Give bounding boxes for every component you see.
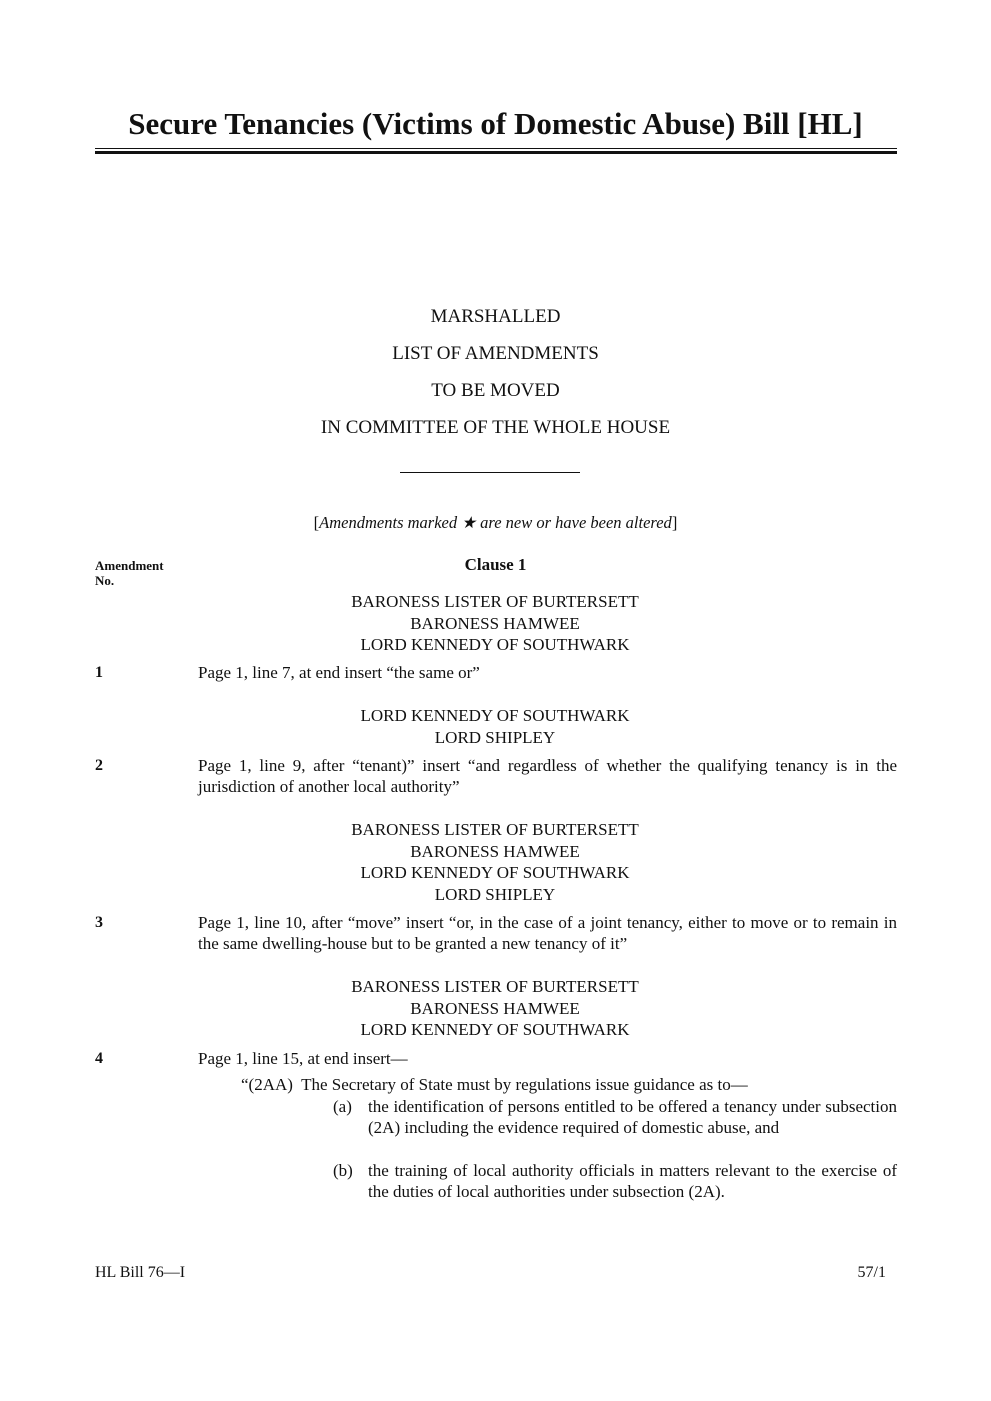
bracket: ]: [671, 513, 678, 532]
title-rule-thick: [95, 151, 897, 154]
sponsor: LORD SHIPLEY: [434, 727, 556, 747]
bill-title: Secure Tenancies (Victims of Domestic Abuse) Bill [HL]: [128, 106, 863, 141]
heading-line: LIST OF AMENDMENTS: [392, 343, 599, 364]
sponsor: BARONESS LISTER OF BURTERSETT: [351, 977, 639, 996]
sponsors: [198, 819, 792, 905]
amendment-number: 4: [95, 1050, 103, 1067]
sponsor: LORD SHIPLEY: [434, 884, 556, 904]
heading-line: MARSHALLED: [430, 306, 561, 327]
page-reference: 57/1: [857, 1264, 886, 1281]
note-text: Amendments marked ★ are new or have been altered: [319, 513, 672, 532]
paragraph-b: [333, 1160, 897, 1202]
paragraph-label: (b): [333, 1161, 353, 1180]
clause-heading: Clause 1: [464, 555, 527, 574]
heading-line: TO BE MOVED: [431, 380, 560, 401]
inserted-subsection: “(2AA) The Secretary of State must by regulations issue guidance as to—: [241, 1075, 748, 1094]
sponsor: BARONESS HAMWEE: [410, 998, 580, 1018]
heading-line: IN COMMITTEE OF THE WHOLE HOUSE: [320, 417, 671, 438]
sponsor: LORD KENNEDY OF SOUTHWARK: [360, 863, 630, 882]
bill-reference: HL Bill 76—I: [95, 1264, 186, 1281]
amendment-number: 2: [95, 757, 103, 774]
amendment-text: Page 1, line 15, at end insert—: [198, 1049, 408, 1068]
amendment-number: 3: [95, 914, 103, 931]
sponsors: [198, 976, 792, 1041]
title-rule-thin: [95, 148, 897, 149]
sponsor: BARONESS HAMWEE: [410, 841, 580, 861]
sponsor: LORD KENNEDY OF SOUTHWARK: [360, 635, 630, 654]
paragraph-a: [333, 1096, 897, 1138]
sponsor: BARONESS HAMWEE: [410, 613, 580, 633]
divider: [400, 472, 580, 473]
sponsor: BARONESS LISTER OF BURTERSETT: [351, 820, 639, 839]
paragraph-text: the training of local authority officials in matters relevant to the exercise of the duties of local authorities under subsection (2A).: [368, 1161, 897, 1201]
paragraph-label: (a): [333, 1097, 352, 1116]
amendment-text: Page 1, line 9, after “tenant)” insert “and regardless of whether the qualifying tenancy is in the jurisdiction of another local authority”: [198, 756, 897, 796]
amendment-no-label: Amendment No.: [95, 558, 164, 588]
bracket: [: [313, 513, 320, 532]
amendment-number: 1: [95, 664, 103, 681]
note: [0, 513, 991, 533]
sponsor: BARONESS LISTER OF BURTERSETT: [351, 592, 639, 611]
amendment-text: Page 1, line 7, at end insert “the same or”: [198, 663, 480, 682]
amendment-text: Page 1, line 10, after “move” insert “or, in the case of a joint tenancy, either to move or to remain in the same dwelling-house but to be granted a new tenancy of it”: [198, 913, 897, 953]
paragraph-text: the identification of persons entitled to be offered a tenancy under subsection (2A) including the evidence required of domestic abuse, and: [368, 1097, 897, 1137]
sponsors: [198, 705, 792, 748]
sponsor: LORD KENNEDY OF SOUTHWARK: [360, 1020, 630, 1039]
sponsors: [198, 591, 792, 656]
sponsor: LORD KENNEDY OF SOUTHWARK: [360, 706, 630, 725]
